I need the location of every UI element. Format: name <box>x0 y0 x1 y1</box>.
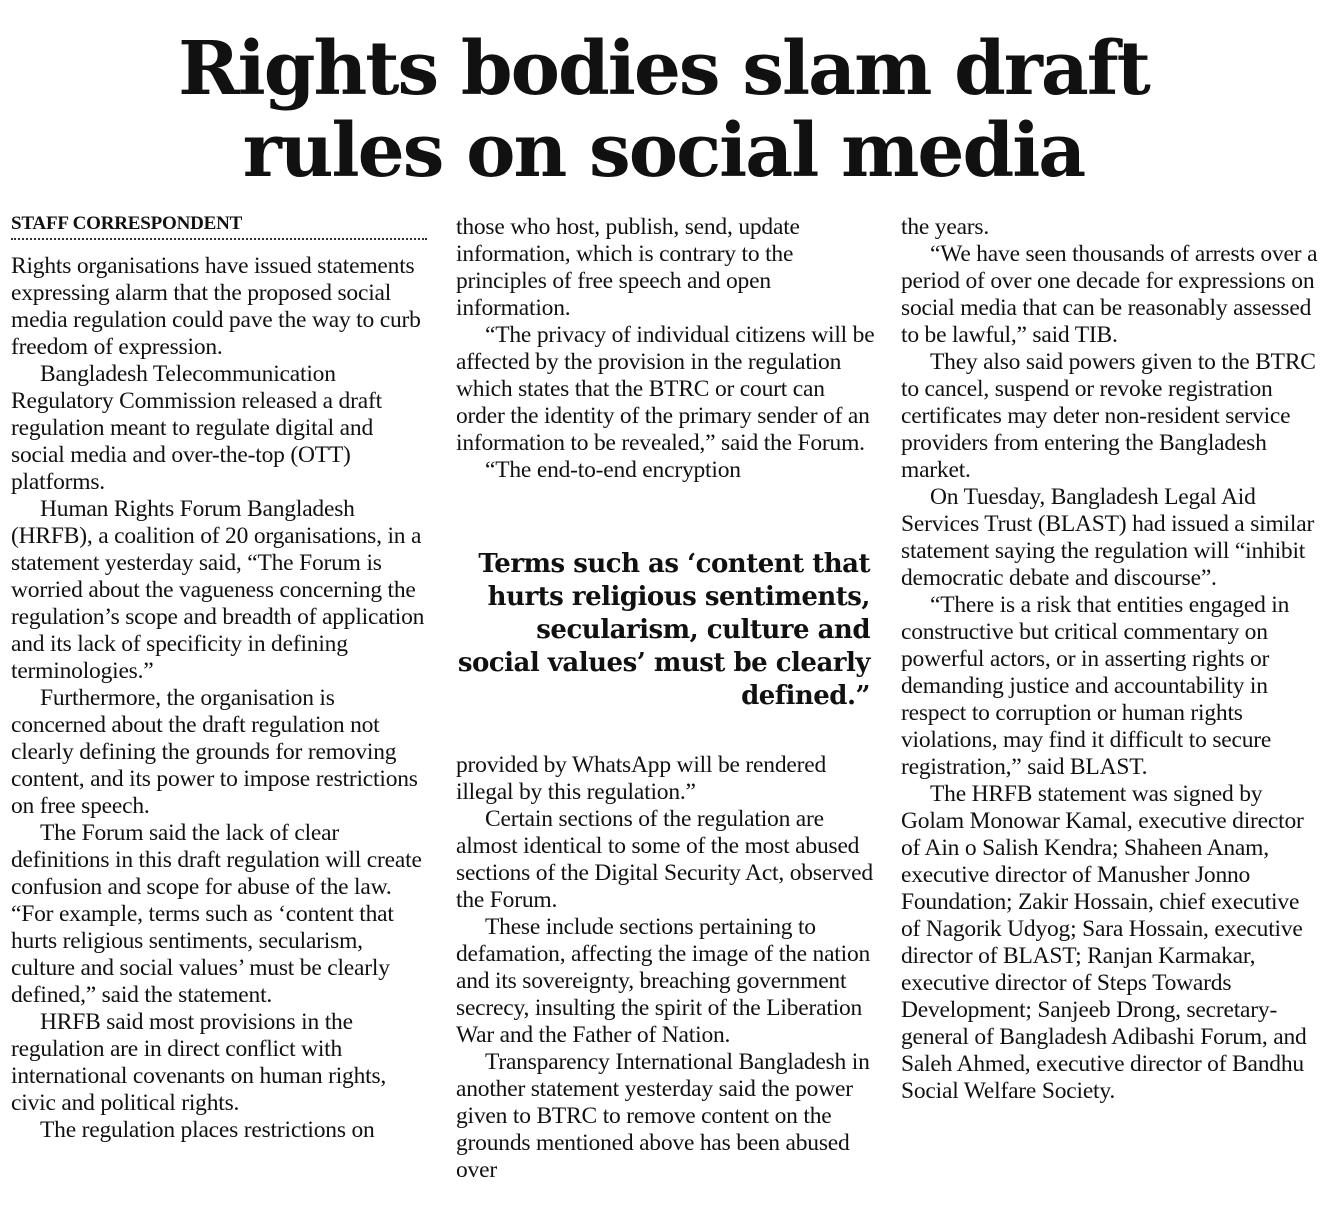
paragraph: provided by WhatsApp will be rendered illegal by this regulation.” <box>456 752 827 805</box>
paragraph: “The end-to-end encryption <box>485 457 741 483</box>
paragraph: These include sections pertaining to defamation, affecting the image of the nation and its sovereignty, breaching government secrecy, insulting the spirit of the Liberation War and the Father of Nation. <box>456 914 871 1048</box>
pull-quote: Terms such as ‘content that hurts religious sentiments, secularism, culture and social values’ must be clearly defined.” <box>457 549 870 711</box>
article-column-1 <box>11 214 431 1144</box>
headline <box>0 28 1327 192</box>
headline-line-2: rules on social media <box>242 108 1085 194</box>
headline-line-1: Rights bodies slam draft <box>178 26 1149 112</box>
paragraph: Bangladesh Telecommunication Regulatory Commission released a draft regulation meant to regulate digital and social media and over-the-top (OTT) platforms. <box>11 361 382 495</box>
paragraph: The Forum said the lack of clear definitions in this draft regulation will create confusion and scope for abuse of the law. “For example, terms such as ‘content that hurts religious sentiments, secularism, culture and social values’ must be clearly defined,” said the statement. <box>11 820 422 1008</box>
article-column-3 <box>901 214 1321 1105</box>
paragraph: “The privacy of individual citizens will be affected by the provision in the regulation which states that the BTRC or court can order the identity of the primary sender of an information to be revealed,” said the Forum. <box>456 322 875 456</box>
paragraph: The HRFB statement was signed by Golam Monowar Kamal, executive director of Ain o Salish Kendra; Shaheen Anam, executive director of Manusher Jonno Foundation; Zakir Hossain, chief executive of Nagorik Udyog; Sara Hossain, executive director of BLAST; Ranjan Karmakar, executive director of Steps Towards Development; Sanjeeb Drong, secretary-general of Bangladesh Adibashi Forum, and Saleh Ahmed, executive director of Bandhu Social Welfare Society. <box>901 781 1307 1104</box>
article-column-2 <box>456 214 876 484</box>
paragraph: Human Rights Forum Bangladesh (HRFB), a coalition of 20 organisations, in a statement yesterday said, “The Forum is worried about the vagueness concerning the regulation’s scope and breadth of application and its lack of specificity in defining terminologies.” <box>11 496 425 684</box>
paragraph: On Tuesday, Bangladesh Legal Aid Services Trust (BLAST) had issued a similar statement saying the regulation will “inhibit democratic debate and discourse”. <box>901 484 1315 591</box>
byline-divider <box>11 238 427 240</box>
paragraph: Rights organisations have issued statements expressing alarm that the proposed social media regulation could pave the way to curb freedom of expression. <box>11 253 421 360</box>
paragraph: Certain sections of the regulation are almost identical to some of the most abused sections of the Digital Security Act, observed the Forum. <box>456 806 873 913</box>
paragraph: HRFB said most provisions in the regulation are in direct conflict with international covenants on human rights, civic and political rights. <box>11 1009 387 1116</box>
paragraph: Furthermore, the organisation is concerned about the draft regulation not clearly defining the grounds for removing content, and its power to impose restrictions on free speech. <box>11 685 418 819</box>
byline: STAFF CORRESPONDENT <box>11 213 243 234</box>
paragraph: They also said powers given to the BTRC to cancel, suspend or revoke registration certificates may deter non-resident service providers from entering the Bangladesh market. <box>901 349 1316 483</box>
paragraph: those who host, publish, send, update information, which is contrary to the principles of free speech and open information. <box>456 214 800 321</box>
paragraph: “There is a risk that entities engaged in constructive but critical commentary on powerful actors, or in asserting rights or demanding justice and accountability in respect to corruption or human rights violations, may find it difficult to secure registration,” said BLAST. <box>901 592 1290 780</box>
paragraph: “We have seen thousands of arrests over a period of over one decade for expressions on social media that can be reasonably assessed to be lawful,” said TIB. <box>901 241 1318 348</box>
paragraph: Transparency International Bangladesh in another statement yesterday said the power given to BTRC to remove content on the grounds mentioned above has been abused over <box>456 1049 870 1183</box>
article-column-2-continued <box>456 752 876 1184</box>
paragraph: the years. <box>901 214 990 240</box>
paragraph: The regulation places restrictions on <box>40 1117 375 1143</box>
